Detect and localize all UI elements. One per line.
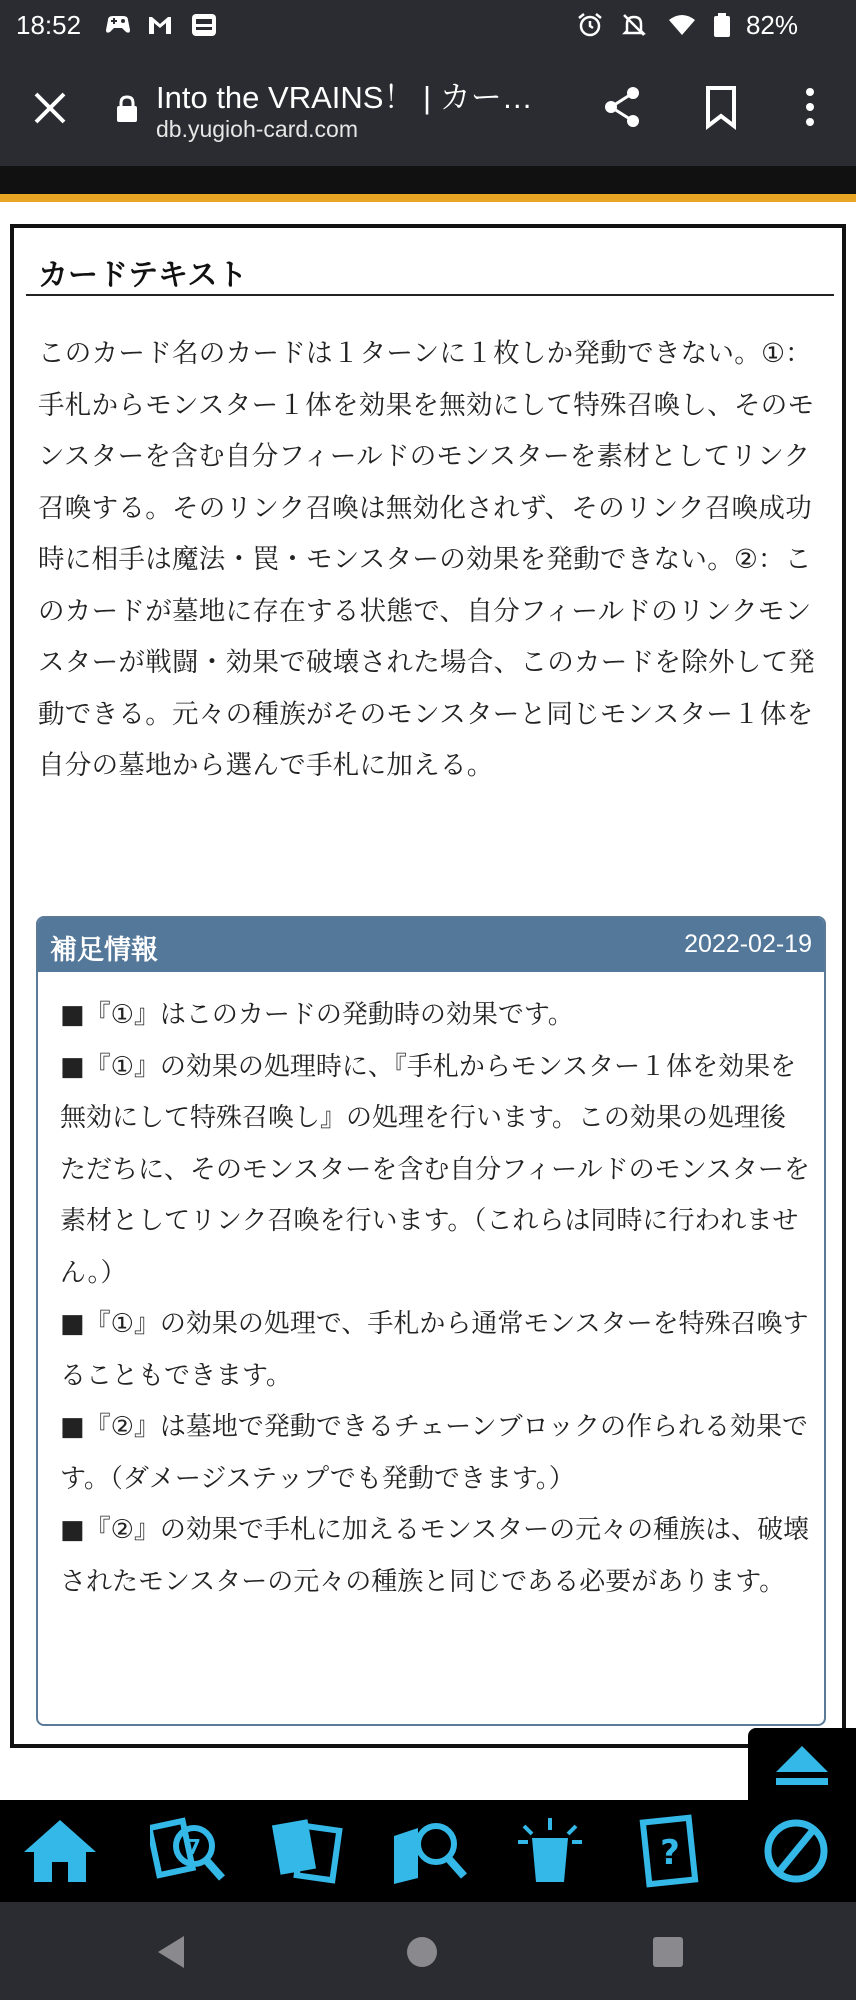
lock-icon[interactable] [114,94,140,124]
supplement-item: ■『①』はこのカードの発動時の効果です。 [60,1000,574,1030]
eject-up-icon [748,1728,856,1800]
supplement-item: ■『①』の効果の処理で、手札から通常モンスターを特殊召喚することもできます。 [60,1309,809,1391]
system-nav-bar [0,1902,856,2000]
svg-text:7: 7 [187,1835,201,1859]
supplement-info-box [36,916,826,1726]
svg-text:?: ? [660,1833,680,1873]
card-text-panel [10,224,846,1748]
supplement-item: ■『②』は墓地で発動できるチェーンブロックの作られる効果です。（ダメージステップでも発動できます。） [60,1412,809,1494]
close-icon[interactable] [30,88,70,128]
back-icon[interactable] [152,1932,192,1972]
notifications-off-icon [620,12,648,38]
share-icon[interactable] [598,82,648,132]
supplement-item: ■『①』の効果の処理時に、『手札からモンスター１体を効果を無効にして特殊召喚し』の処理を行います。この効果の処理後ただちに、そのモンスターを含む自分フィールドのモンスターを素材としてリンク召喚を行います。（これらは同時に行われません。） [60,1051,810,1288]
scroll-to-top-button[interactable] [748,1728,856,1800]
deck-icon[interactable] [270,1814,350,1888]
home-circle-icon[interactable] [406,1936,438,1968]
supplement-list [60,990,810,1608]
wifi-icon [668,12,696,38]
card-text-heading: カードテキスト [38,258,248,293]
heading-divider [26,294,834,296]
recents-icon[interactable] [652,1936,684,1968]
site-bottom-nav [0,1800,856,1902]
home-icon[interactable] [20,1814,100,1888]
supplement-date: 2022-02-19 [684,930,812,958]
site-header-strip [0,166,856,196]
supplement-header [38,918,824,972]
status-bar [0,0,856,52]
page-title[interactable]: Into the VRAINS！ | カー… [156,80,533,115]
game-controller-icon [104,12,132,38]
forbidden-list-icon[interactable] [756,1814,836,1888]
status-time: 18:52 [16,10,82,40]
new-product-icon[interactable] [510,1814,590,1888]
product-search-icon[interactable] [390,1814,470,1888]
battery-percent: 82% [745,10,798,40]
supplement-item: ■『②』の効果で手札に加えるモンスターの元々の種族は、破壊されたモンスターの元々の種族と同じである必要があります。 [60,1515,810,1597]
card-effect-text: このカード名のカードは１ターンに１枚しか発動できない。①：手札からモンスター１体を効果を無効にして特殊召喚し、そのモンスターを含む自分フィールドのモンスターを素材としてリンク召喚する。そのリンク召喚は無効化されず、そのリンク召喚成功時に相手は魔法・罠・モンスターの効果を発動できない。②：このカードが墓地に存在する状態で、自分フィールドのリンクモンスターが戦闘・効果で破壊された場合、このカードを除外して発動できる。元々の種族がそのモンスターと同じモンスター１体を自分の墓地から選んで手札に加える。 [38,338,816,781]
more-options-icon[interactable] [785,82,835,132]
page-url[interactable]: db.yugioh-card.com [156,116,358,142]
alarm-icon [576,12,604,38]
battery-icon [712,12,732,38]
supplement-title: 補足情報 [50,935,158,966]
faq-icon[interactable] [632,1814,712,1888]
gmail-icon [146,12,174,38]
site-header-accent [0,194,856,202]
card-search-icon[interactable] [150,1814,230,1888]
dbarai-icon [190,12,218,38]
browser-toolbar [0,52,856,166]
bookmark-icon[interactable] [696,82,746,132]
